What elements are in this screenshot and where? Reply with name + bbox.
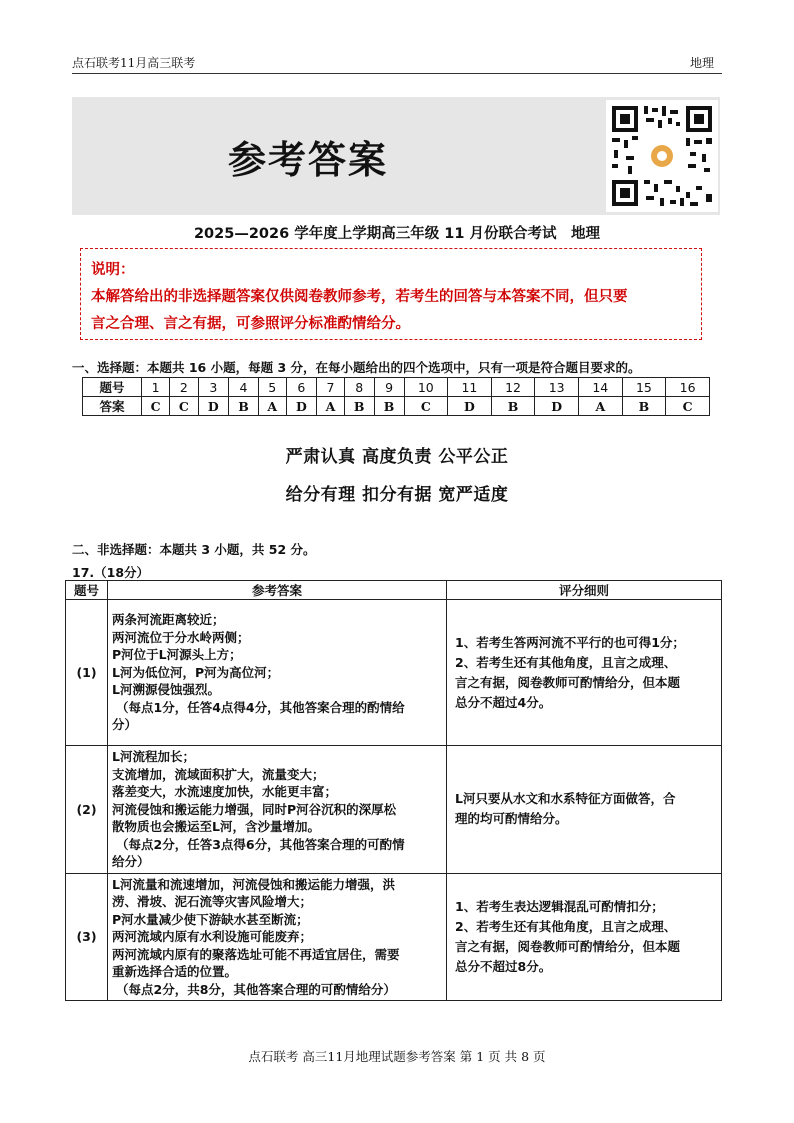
rubric-line: 2、若考生还有其他角度，且言之成理、 <box>455 918 677 934</box>
rubric-line: 理的均可酌情给分。 <box>455 811 568 827</box>
header-subject: 地理 <box>690 56 715 70</box>
rubric-line: L河只要从水文和水系特征方面做答，合 <box>455 791 676 807</box>
scoring-rubric-cell <box>447 746 722 874</box>
question-number: 15 <box>622 378 666 397</box>
answer-line: 落差变大，水流速度加快，水能更丰富； <box>112 784 338 799</box>
answer-cell: C <box>142 397 170 416</box>
table-row <box>66 746 722 874</box>
answer-cell: D <box>535 397 579 416</box>
table-header-row <box>66 581 722 600</box>
answer-line: 两河流位于分水岭两侧； <box>112 629 250 645</box>
column-header-answer: 参考答案 <box>108 581 447 600</box>
rubric-line: 总分不超过8分。 <box>455 958 552 974</box>
page-footer: 点石联考 高三11月地理试题参考答案 第 1 页 共 8 页 <box>248 1049 546 1064</box>
note-line-1: 本解答给出的非选择题答案仅供阅卷教师参考，若考生的回答与本答案不同，但只要 <box>91 289 628 305</box>
answer-cell: A <box>317 397 345 416</box>
column-header-rubric: 评分细则 <box>447 581 722 600</box>
grading-slogan-2: 给分有理 扣分有据 宽严适度 <box>285 485 509 505</box>
note-line-2: 言之合理、言之有据，可参照评分标准酌情给分。 <box>91 316 410 332</box>
section-1-heading: 一、选择题：本题共 16 小题，每题 3 分，在每小题给出的四个选项中，只有一项是符合题目要求的。 <box>72 360 641 375</box>
question-number: 5 <box>258 378 286 397</box>
answer-line: P河位于L河源头上方； <box>112 647 242 663</box>
banner-title: 参考答案 <box>227 136 388 182</box>
section-2-heading: 二、非选择题：本题共 3 小题，共 52 分。 <box>72 542 316 557</box>
question-number: 11 <box>448 378 492 397</box>
rubric-line: 言之有据，阅卷教师可酌情给分，但本题 <box>455 674 681 690</box>
question-17-answer-table <box>65 580 722 1001</box>
answer-line: 涝、滑坡、泥石流等灾害风险增大； <box>112 894 313 909</box>
rubric-line: 1、若考生表达逻辑混乱可酌情扣分； <box>455 898 664 914</box>
table-row <box>66 873 722 1001</box>
rubric-line: 2、若考生还有其他角度，且言之成理、 <box>455 654 677 670</box>
answer-label: 答案 <box>83 397 142 416</box>
question-number: 16 <box>666 378 710 397</box>
question-number: 9 <box>374 378 404 397</box>
header-divider <box>72 73 722 74</box>
answer-cell: D <box>198 397 229 416</box>
reference-answer-cell <box>108 600 447 746</box>
answer-cell: B <box>374 397 404 416</box>
scoring-rubric-cell <box>447 600 722 746</box>
answer-line: 两河流域内原有的聚落选址可能不再适宜居住，需要 <box>112 946 400 962</box>
qr-code-graphic <box>606 100 718 212</box>
question-number-label: 题号 <box>83 378 142 397</box>
answer-line: 两河流域内原有水利设施可能废弃； <box>112 929 313 944</box>
question-number: 6 <box>286 378 317 397</box>
answer-line: L河流量和流速增加，河流侵蚀和搬运能力增强，洪 <box>112 876 395 892</box>
table-row <box>66 600 722 746</box>
sub-question-number: (3) <box>66 873 108 1001</box>
note-label: 说明： <box>91 262 135 278</box>
answer-cell: D <box>286 397 317 416</box>
answer-line: （每点2分，共8分，其他答案合理的可酌情给分） <box>116 981 396 997</box>
question-17-heading: 17.（18分） <box>72 565 150 580</box>
answer-cell: C <box>404 397 448 416</box>
answer-row <box>83 397 710 416</box>
question-number: 3 <box>198 378 229 397</box>
answer-cell: D <box>448 397 492 416</box>
answer-cell: C <box>170 397 198 416</box>
answer-cell: B <box>622 397 666 416</box>
question-number: 7 <box>317 378 345 397</box>
rubric-line: 总分不超过4分。 <box>455 694 552 710</box>
column-header-number: 题号 <box>66 581 108 600</box>
qr-code-icon <box>606 100 718 212</box>
title-banner <box>72 97 720 215</box>
question-number: 1 <box>142 378 170 397</box>
rubric-line: 1、若考生答两河流不平行的也可得1分； <box>455 634 685 650</box>
answer-cell: A <box>579 397 623 416</box>
reference-answer-cell <box>108 873 447 1001</box>
question-number-row <box>83 378 710 397</box>
grading-slogan-1: 严肃认真 高度负责 公平公正 <box>285 447 509 467</box>
question-number: 8 <box>344 378 374 397</box>
rubric-line: 言之有据，阅卷教师可酌情给分，但本题 <box>455 938 681 954</box>
exam-title: 2025—2026 学年度上学期高三年级 11 月份联合考试 地理 <box>193 226 601 242</box>
answer-cell: C <box>666 397 710 416</box>
question-number: 13 <box>535 378 579 397</box>
answer-line: 分） <box>112 717 138 733</box>
answer-line: 散物质也会搬运至L河，含沙量增加。 <box>112 819 320 834</box>
answer-cell: B <box>344 397 374 416</box>
answer-cell: B <box>491 397 535 416</box>
question-number: 10 <box>404 378 448 397</box>
sub-question-number: (1) <box>66 600 108 746</box>
answer-cell: B <box>229 397 259 416</box>
grading-note-box <box>80 248 702 340</box>
question-number: 4 <box>229 378 259 397</box>
answer-line: 两条河流距离较近； <box>112 612 225 628</box>
question-number: 14 <box>579 378 623 397</box>
answer-cell: A <box>258 397 286 416</box>
answer-line: L河为低位河，P河为高位河； <box>112 664 280 680</box>
reference-answer-cell <box>108 746 447 874</box>
header-left-text: 点石联考11月高三联考 <box>72 56 196 70</box>
answer-line: （每点2分，任答3点得6分，其他答案合理的可酌情 <box>116 836 405 852</box>
answer-line: 支流增加，流域面积扩大，流量变大； <box>112 766 325 782</box>
question-number: 12 <box>491 378 535 397</box>
answer-line: L河溯源侵蚀强烈。 <box>112 682 220 698</box>
answer-line: L河流程加长； <box>112 749 195 764</box>
scoring-rubric-cell <box>447 873 722 1001</box>
sub-question-number: (2) <box>66 746 108 874</box>
answer-line: 重新选择合适的位置。 <box>112 964 238 979</box>
question-number: 2 <box>170 378 198 397</box>
answer-line: （每点1分，任答4点得4分，其他答案合理的酌情给 <box>116 699 405 715</box>
answer-line: P河水量减少使下游缺水甚至断流； <box>112 911 309 927</box>
answer-line: 河流侵蚀和搬运能力增强，同时P河谷沉积的深厚松 <box>112 801 397 817</box>
multiple-choice-answer-table <box>82 377 710 416</box>
answer-line: 给分） <box>112 854 150 869</box>
